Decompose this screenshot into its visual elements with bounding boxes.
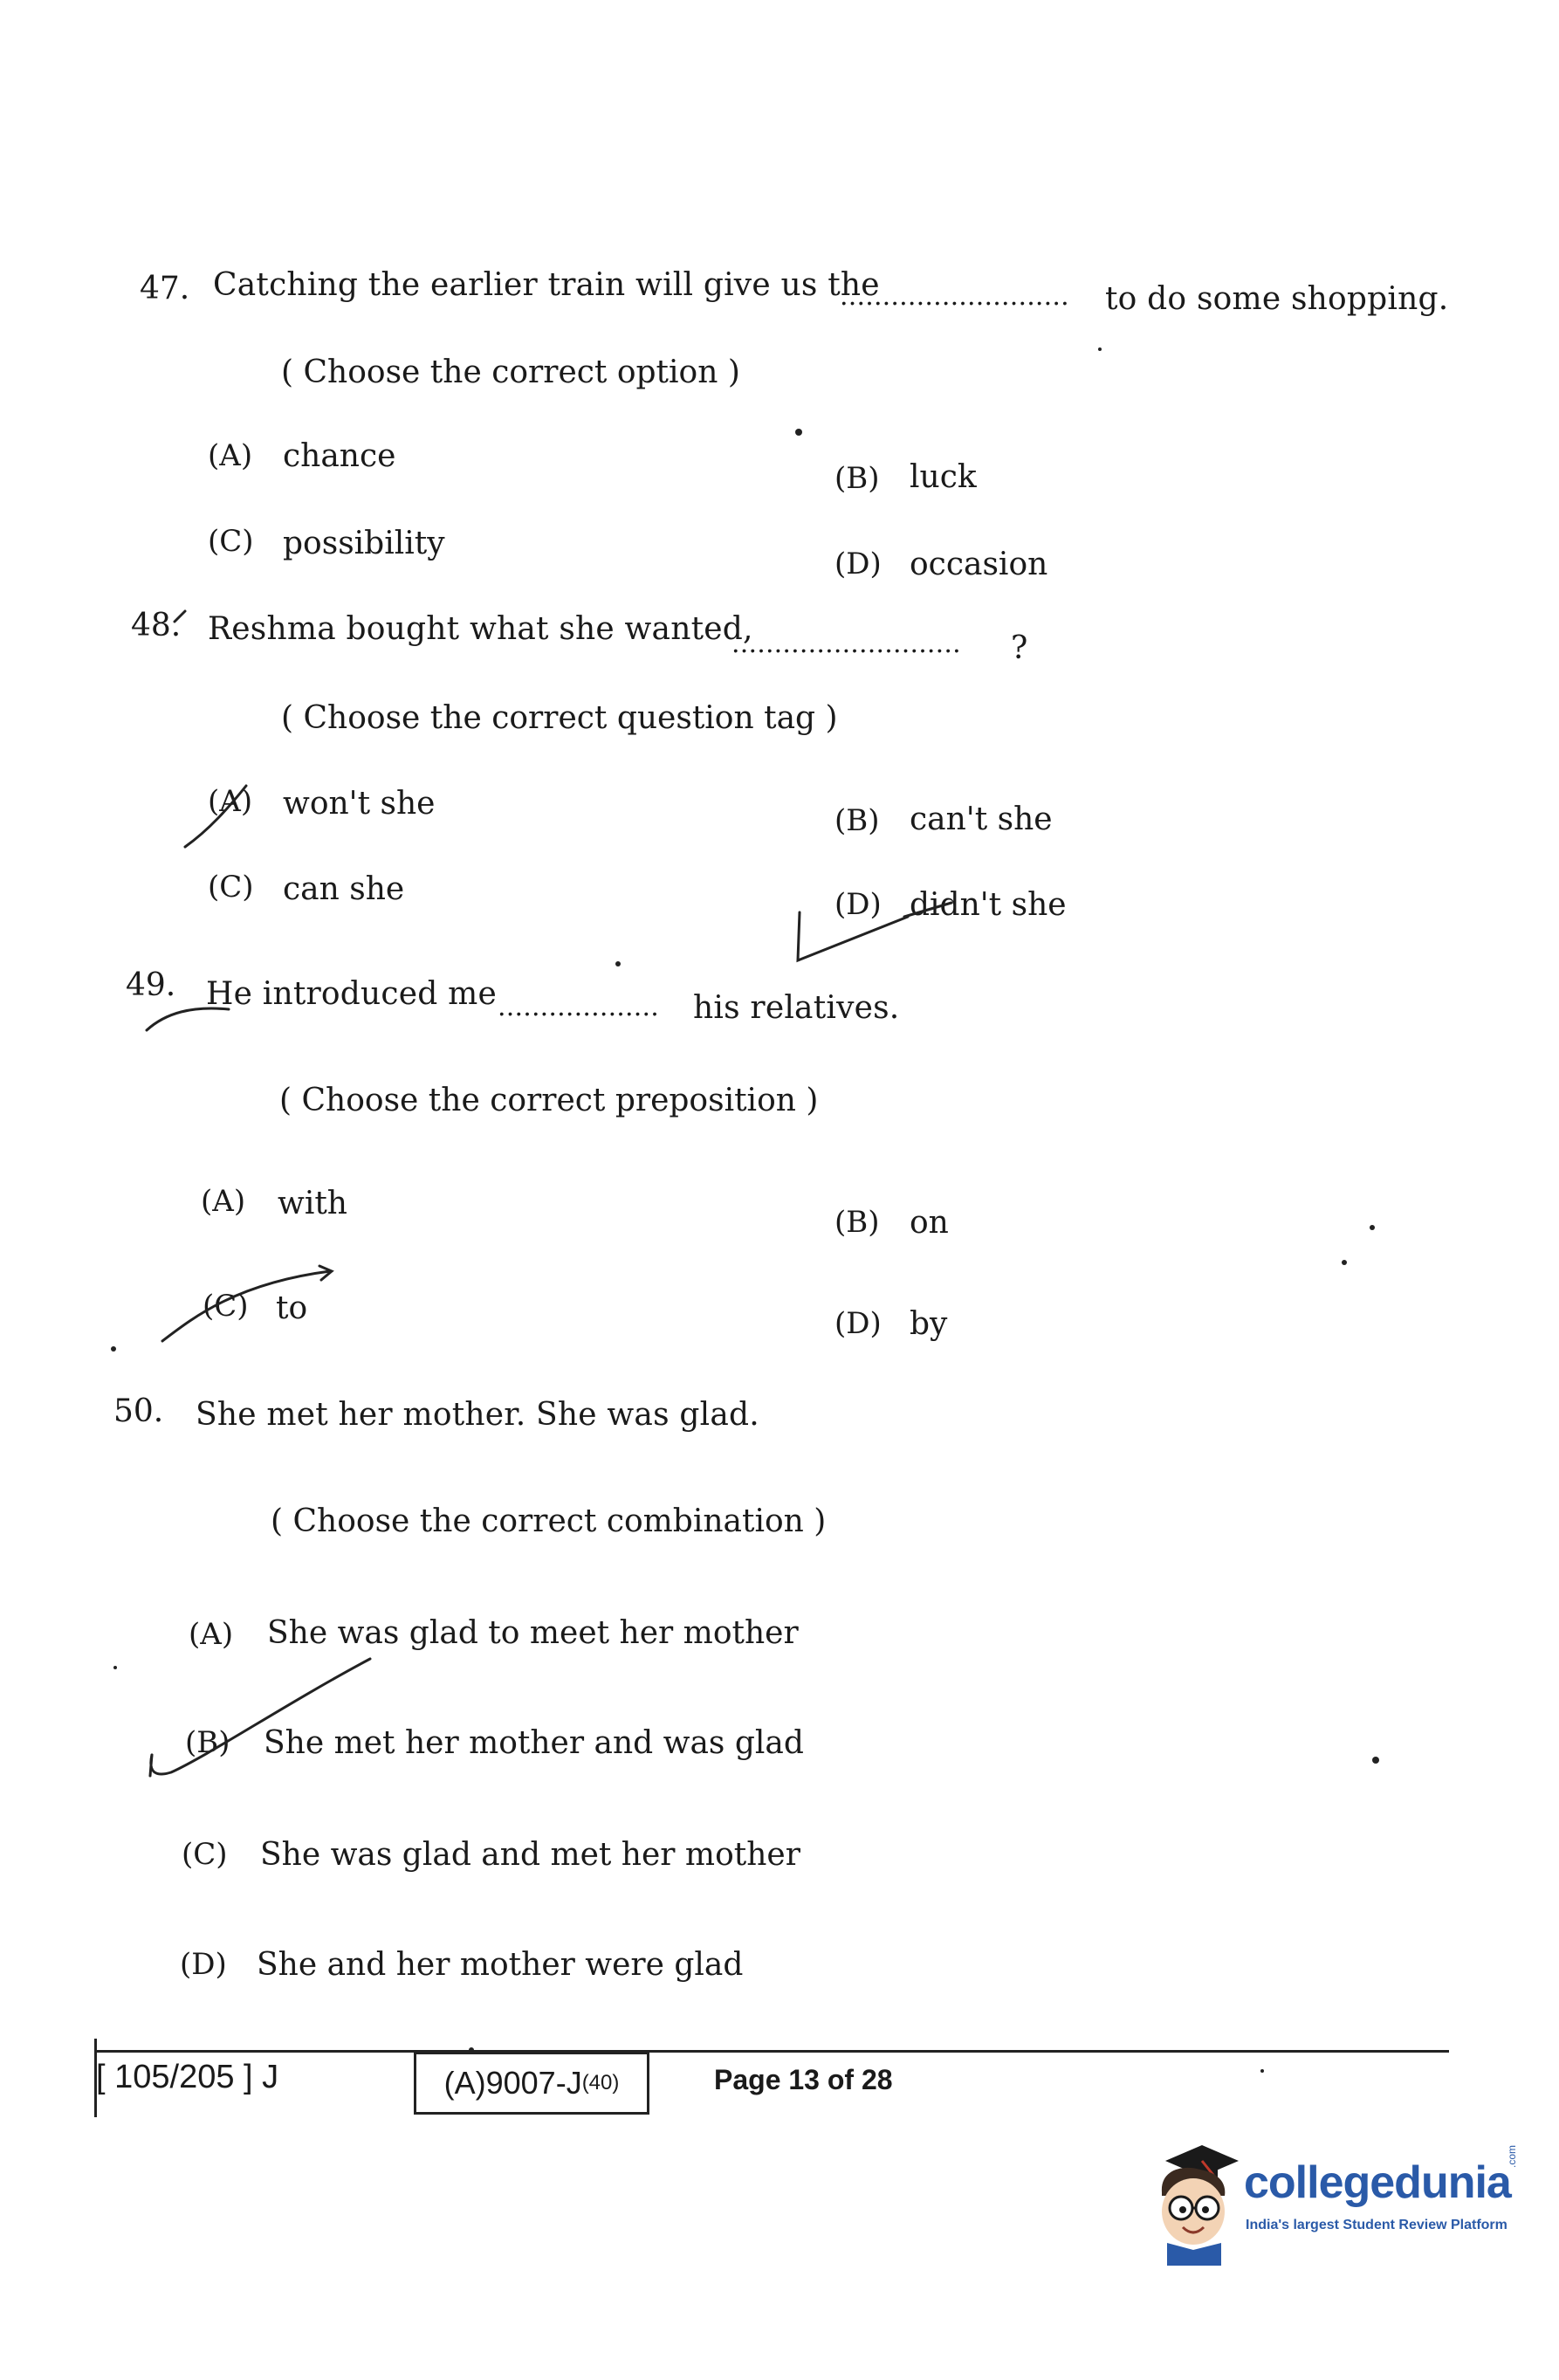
option-letter: (A): [208, 784, 253, 819]
option-text: with: [278, 1186, 347, 1221]
option-text: by: [910, 1306, 948, 1342]
option-letter: (A): [208, 438, 253, 473]
option-text: can she: [283, 871, 405, 907]
brand-dotcom: .com: [1506, 2144, 1518, 2168]
page-number: Page 13 of 28: [714, 2064, 893, 2095]
series-code: (A)9007-J: [443, 2065, 582, 2101]
question-number: 49.: [126, 967, 176, 1003]
option-letter: (C): [182, 1837, 228, 1872]
option-text: luck: [910, 459, 977, 495]
answer-blank: ...................: [498, 992, 659, 1022]
question-stem-end: his relatives.: [693, 990, 900, 1026]
option-text: can't she: [910, 801, 1053, 837]
question-stem: She met her mother. She was glad.: [196, 1397, 759, 1433]
option-text: She was glad and met her mother: [260, 1837, 800, 1873]
question-number: 47.: [140, 271, 190, 306]
question-instruction: ( Choose the correct preposition ): [279, 1083, 819, 1118]
option-letter: (D): [834, 1306, 882, 1341]
question-number: 48.: [131, 608, 182, 643]
mascot-icon: [1148, 2135, 1244, 2266]
series-code-suffix: (40): [581, 2071, 620, 2095]
series-code-box: [414, 2052, 649, 2115]
option-letter: (B): [834, 1205, 880, 1240]
answer-blank: ...........................: [840, 281, 1069, 312]
option-letter: (D): [834, 547, 882, 581]
paper-code: [ 105/205 ] J: [96, 2059, 279, 2095]
option-text: She met her mother and was glad: [264, 1725, 804, 1761]
option-letter: (C): [208, 870, 254, 905]
option-text: didn't she: [910, 887, 1067, 923]
question-stem: He introduced me: [206, 976, 498, 1012]
brand-logo: [1148, 2135, 1532, 2266]
question-instruction: ( Choose the correct option ): [281, 354, 740, 390]
footer-rule: [94, 2050, 1449, 2053]
brand-name: collegedunia: [1244, 2157, 1511, 2208]
option-letter: (D): [834, 887, 882, 922]
question-stem: Catching the earlier train will give us the: [213, 267, 880, 303]
question-instruction: ( Choose the correct combination ): [271, 1503, 827, 1539]
option-letter: (C): [208, 524, 254, 559]
question-stem-end: ?: [1011, 630, 1028, 666]
option-text: to: [276, 1290, 308, 1326]
option-letter: (A): [189, 1617, 234, 1652]
option-letter: (D): [180, 1947, 227, 1982]
option-text: occasion: [910, 547, 1048, 582]
option-text: on: [910, 1205, 949, 1241]
question-instruction: ( Choose the correct question tag ): [281, 700, 838, 736]
option-letter: (B): [185, 1725, 230, 1760]
option-letter: (A): [201, 1184, 246, 1219]
option-letter: (C): [203, 1289, 249, 1324]
option-text: chance: [283, 438, 396, 474]
option-text: She was glad to meet her mother: [267, 1615, 799, 1651]
question-number: 50.: [113, 1393, 164, 1429]
answer-blank: ...........................: [731, 629, 961, 659]
option-letter: (B): [834, 461, 880, 496]
option-text: won't she: [283, 786, 436, 822]
brand-tagline: India's largest Student Review Platform: [1246, 2218, 1507, 2232]
option-letter: (B): [834, 803, 880, 838]
question-stem-end: to do some shopping.: [1105, 281, 1449, 317]
option-text: She and her mother were glad: [257, 1947, 744, 1983]
option-text: possibility: [283, 526, 445, 561]
question-stem: Reshma bought what she wanted,: [208, 611, 753, 647]
